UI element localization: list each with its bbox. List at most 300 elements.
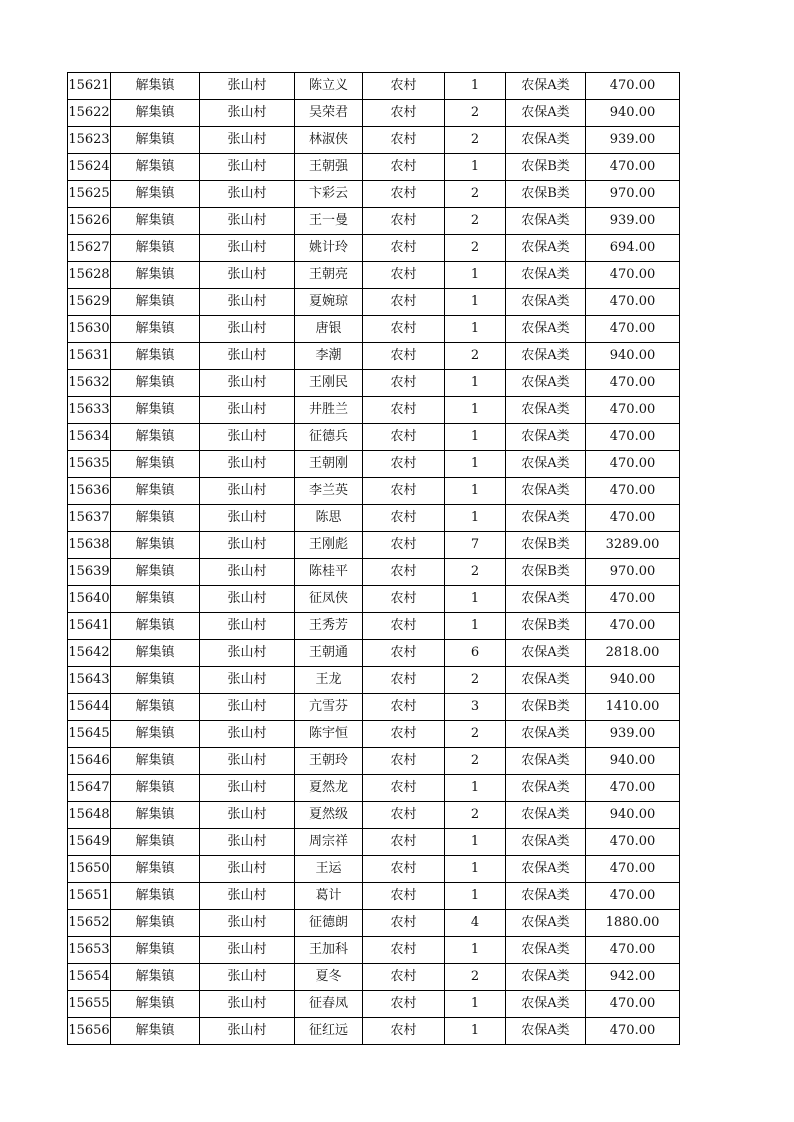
amount-cell: 470.00 xyxy=(586,370,680,397)
amount-cell: 470.00 xyxy=(586,856,680,883)
town-cell: 解集镇 xyxy=(111,856,200,883)
town-cell: 解集镇 xyxy=(111,775,200,802)
household-count-cell: 1 xyxy=(445,397,506,424)
table-row xyxy=(68,721,680,748)
amount-cell: 940.00 xyxy=(586,802,680,829)
household-count-cell: 2 xyxy=(445,208,506,235)
area-type-cell: 农村 xyxy=(363,883,445,910)
insurance-category-cell: 农保B类 xyxy=(506,613,586,640)
area-type-cell: 农村 xyxy=(363,451,445,478)
record-id: 15648 xyxy=(68,802,111,829)
table-row xyxy=(68,289,680,316)
village-cell: 张山村 xyxy=(200,613,295,640)
roster-body xyxy=(68,73,680,1045)
insurance-category-cell: 农保A类 xyxy=(506,640,586,667)
record-id: 15625 xyxy=(68,181,111,208)
village-cell: 张山村 xyxy=(200,721,295,748)
area-type-cell: 农村 xyxy=(363,613,445,640)
village-cell: 张山村 xyxy=(200,208,295,235)
person-name-cell: 井胜兰 xyxy=(295,397,363,424)
amount-cell: 470.00 xyxy=(586,883,680,910)
record-id: 15628 xyxy=(68,262,111,289)
village-cell: 张山村 xyxy=(200,397,295,424)
village-cell: 张山村 xyxy=(200,883,295,910)
area-type-cell: 农村 xyxy=(363,181,445,208)
amount-cell: 470.00 xyxy=(586,451,680,478)
village-cell: 张山村 xyxy=(200,748,295,775)
town-cell: 解集镇 xyxy=(111,802,200,829)
table-row xyxy=(68,937,680,964)
village-cell: 张山村 xyxy=(200,505,295,532)
person-name-cell: 夏冬 xyxy=(295,964,363,991)
area-type-cell: 农村 xyxy=(363,505,445,532)
insurance-category-cell: 农保B类 xyxy=(506,559,586,586)
area-type-cell: 农村 xyxy=(363,289,445,316)
person-name-cell: 王朝刚 xyxy=(295,451,363,478)
person-name-cell: 王秀芳 xyxy=(295,613,363,640)
person-name-cell: 王加科 xyxy=(295,937,363,964)
insurance-category-cell: 农保A类 xyxy=(506,964,586,991)
household-count-cell: 6 xyxy=(445,640,506,667)
amount-cell: 470.00 xyxy=(586,991,680,1018)
person-name-cell: 葛计 xyxy=(295,883,363,910)
area-type-cell: 农村 xyxy=(363,829,445,856)
amount-cell: 939.00 xyxy=(586,721,680,748)
record-id: 15652 xyxy=(68,910,111,937)
table-row xyxy=(68,154,680,181)
town-cell: 解集镇 xyxy=(111,559,200,586)
town-cell: 解集镇 xyxy=(111,127,200,154)
town-cell: 解集镇 xyxy=(111,262,200,289)
village-cell: 张山村 xyxy=(200,964,295,991)
insurance-category-cell: 农保A类 xyxy=(506,424,586,451)
table-row xyxy=(68,73,680,100)
person-name-cell: 王刚民 xyxy=(295,370,363,397)
table-row xyxy=(68,127,680,154)
amount-cell: 939.00 xyxy=(586,208,680,235)
table-row xyxy=(68,343,680,370)
area-type-cell: 农村 xyxy=(363,370,445,397)
household-count-cell: 1 xyxy=(445,505,506,532)
household-count-cell: 1 xyxy=(445,316,506,343)
insurance-category-cell: 农保A类 xyxy=(506,883,586,910)
record-id: 15632 xyxy=(68,370,111,397)
insurance-category-cell: 农保A类 xyxy=(506,262,586,289)
record-id: 15638 xyxy=(68,532,111,559)
record-id: 15624 xyxy=(68,154,111,181)
record-id: 15654 xyxy=(68,964,111,991)
area-type-cell: 农村 xyxy=(363,127,445,154)
table-row xyxy=(68,100,680,127)
town-cell: 解集镇 xyxy=(111,532,200,559)
household-count-cell: 1 xyxy=(445,478,506,505)
table-row xyxy=(68,532,680,559)
town-cell: 解集镇 xyxy=(111,478,200,505)
town-cell: 解集镇 xyxy=(111,883,200,910)
town-cell: 解集镇 xyxy=(111,964,200,991)
village-cell: 张山村 xyxy=(200,856,295,883)
person-name-cell: 征德朗 xyxy=(295,910,363,937)
household-count-cell: 2 xyxy=(445,748,506,775)
town-cell: 解集镇 xyxy=(111,748,200,775)
person-name-cell: 陈立义 xyxy=(295,73,363,100)
amount-cell: 470.00 xyxy=(586,613,680,640)
town-cell: 解集镇 xyxy=(111,667,200,694)
table-row xyxy=(68,640,680,667)
insurance-category-cell: 农保A类 xyxy=(506,991,586,1018)
table-row xyxy=(68,505,680,532)
amount-cell: 470.00 xyxy=(586,289,680,316)
table-row xyxy=(68,991,680,1018)
person-name-cell: 李潮 xyxy=(295,343,363,370)
amount-cell: 470.00 xyxy=(586,316,680,343)
table-row xyxy=(68,613,680,640)
town-cell: 解集镇 xyxy=(111,505,200,532)
area-type-cell: 农村 xyxy=(363,100,445,127)
amount-cell: 470.00 xyxy=(586,262,680,289)
area-type-cell: 农村 xyxy=(363,397,445,424)
household-count-cell: 7 xyxy=(445,532,506,559)
insurance-category-cell: 农保A类 xyxy=(506,505,586,532)
area-type-cell: 农村 xyxy=(363,316,445,343)
town-cell: 解集镇 xyxy=(111,694,200,721)
table-row xyxy=(68,370,680,397)
town-cell: 解集镇 xyxy=(111,451,200,478)
insurance-category-cell: 农保A类 xyxy=(506,856,586,883)
town-cell: 解集镇 xyxy=(111,613,200,640)
village-cell: 张山村 xyxy=(200,694,295,721)
town-cell: 解集镇 xyxy=(111,1018,200,1045)
insurance-category-cell: 农保A类 xyxy=(506,208,586,235)
household-count-cell: 1 xyxy=(445,73,506,100)
record-id: 15635 xyxy=(68,451,111,478)
person-name-cell: 陈桂平 xyxy=(295,559,363,586)
area-type-cell: 农村 xyxy=(363,586,445,613)
village-cell: 张山村 xyxy=(200,154,295,181)
area-type-cell: 农村 xyxy=(363,991,445,1018)
household-count-cell: 2 xyxy=(445,100,506,127)
village-cell: 张山村 xyxy=(200,343,295,370)
amount-cell: 970.00 xyxy=(586,181,680,208)
insurance-category-cell: 农保A类 xyxy=(506,748,586,775)
insurance-category-cell: 农保A类 xyxy=(506,316,586,343)
amount-cell: 470.00 xyxy=(586,586,680,613)
amount-cell: 3289.00 xyxy=(586,532,680,559)
amount-cell: 470.00 xyxy=(586,775,680,802)
roster-table xyxy=(67,72,680,1045)
area-type-cell: 农村 xyxy=(363,154,445,181)
record-id: 15640 xyxy=(68,586,111,613)
town-cell: 解集镇 xyxy=(111,721,200,748)
village-cell: 张山村 xyxy=(200,1018,295,1045)
area-type-cell: 农村 xyxy=(363,802,445,829)
record-id: 15645 xyxy=(68,721,111,748)
village-cell: 张山村 xyxy=(200,937,295,964)
village-cell: 张山村 xyxy=(200,316,295,343)
amount-cell: 470.00 xyxy=(586,397,680,424)
town-cell: 解集镇 xyxy=(111,991,200,1018)
area-type-cell: 农村 xyxy=(363,262,445,289)
village-cell: 张山村 xyxy=(200,181,295,208)
area-type-cell: 农村 xyxy=(363,748,445,775)
household-count-cell: 1 xyxy=(445,856,506,883)
table-row xyxy=(68,856,680,883)
household-count-cell: 2 xyxy=(445,181,506,208)
person-name-cell: 王一曼 xyxy=(295,208,363,235)
record-id: 15651 xyxy=(68,883,111,910)
town-cell: 解集镇 xyxy=(111,829,200,856)
insurance-category-cell: 农保A类 xyxy=(506,73,586,100)
record-id: 15643 xyxy=(68,667,111,694)
household-count-cell: 1 xyxy=(445,262,506,289)
record-id: 15634 xyxy=(68,424,111,451)
amount-cell: 940.00 xyxy=(586,100,680,127)
amount-cell: 694.00 xyxy=(586,235,680,262)
person-name-cell: 夏婉琼 xyxy=(295,289,363,316)
record-id: 15631 xyxy=(68,343,111,370)
area-type-cell: 农村 xyxy=(363,775,445,802)
table-row xyxy=(68,559,680,586)
table-row xyxy=(68,910,680,937)
person-name-cell: 亢雪芬 xyxy=(295,694,363,721)
amount-cell: 470.00 xyxy=(586,478,680,505)
village-cell: 张山村 xyxy=(200,451,295,478)
person-name-cell: 唐银 xyxy=(295,316,363,343)
table-row xyxy=(68,667,680,694)
village-cell: 张山村 xyxy=(200,586,295,613)
person-name-cell: 王朝强 xyxy=(295,154,363,181)
record-id: 15623 xyxy=(68,127,111,154)
insurance-category-cell: 农保A类 xyxy=(506,721,586,748)
amount-cell: 1410.00 xyxy=(586,694,680,721)
town-cell: 解集镇 xyxy=(111,640,200,667)
table-row xyxy=(68,748,680,775)
record-id: 15633 xyxy=(68,397,111,424)
amount-cell: 939.00 xyxy=(586,127,680,154)
town-cell: 解集镇 xyxy=(111,235,200,262)
record-id: 15636 xyxy=(68,478,111,505)
village-cell: 张山村 xyxy=(200,73,295,100)
insurance-category-cell: 农保A类 xyxy=(506,1018,586,1045)
village-cell: 张山村 xyxy=(200,775,295,802)
amount-cell: 2818.00 xyxy=(586,640,680,667)
household-count-cell: 1 xyxy=(445,937,506,964)
record-id: 15626 xyxy=(68,208,111,235)
household-count-cell: 1 xyxy=(445,613,506,640)
village-cell: 张山村 xyxy=(200,370,295,397)
village-cell: 张山村 xyxy=(200,532,295,559)
record-id: 15639 xyxy=(68,559,111,586)
household-count-cell: 2 xyxy=(445,343,506,370)
household-count-cell: 2 xyxy=(445,127,506,154)
record-id: 15629 xyxy=(68,289,111,316)
insurance-category-cell: 农保B类 xyxy=(506,154,586,181)
household-count-cell: 2 xyxy=(445,721,506,748)
amount-cell: 470.00 xyxy=(586,154,680,181)
village-cell: 张山村 xyxy=(200,640,295,667)
household-count-cell: 1 xyxy=(445,991,506,1018)
town-cell: 解集镇 xyxy=(111,289,200,316)
person-name-cell: 征红远 xyxy=(295,1018,363,1045)
table-row xyxy=(68,451,680,478)
area-type-cell: 农村 xyxy=(363,559,445,586)
village-cell: 张山村 xyxy=(200,127,295,154)
household-count-cell: 3 xyxy=(445,694,506,721)
person-name-cell: 夏然龙 xyxy=(295,775,363,802)
amount-cell: 942.00 xyxy=(586,964,680,991)
town-cell: 解集镇 xyxy=(111,316,200,343)
person-name-cell: 征德兵 xyxy=(295,424,363,451)
village-cell: 张山村 xyxy=(200,424,295,451)
area-type-cell: 农村 xyxy=(363,343,445,370)
person-name-cell: 卞彩云 xyxy=(295,181,363,208)
town-cell: 解集镇 xyxy=(111,370,200,397)
household-count-cell: 1 xyxy=(445,829,506,856)
area-type-cell: 农村 xyxy=(363,532,445,559)
town-cell: 解集镇 xyxy=(111,586,200,613)
record-id: 15647 xyxy=(68,775,111,802)
amount-cell: 940.00 xyxy=(586,667,680,694)
insurance-category-cell: 农保A类 xyxy=(506,937,586,964)
town-cell: 解集镇 xyxy=(111,424,200,451)
area-type-cell: 农村 xyxy=(363,667,445,694)
person-name-cell: 王朝亮 xyxy=(295,262,363,289)
record-id: 15630 xyxy=(68,316,111,343)
village-cell: 张山村 xyxy=(200,478,295,505)
record-id: 15653 xyxy=(68,937,111,964)
insurance-category-cell: 农保A类 xyxy=(506,802,586,829)
insurance-category-cell: 农保B类 xyxy=(506,532,586,559)
household-count-cell: 1 xyxy=(445,451,506,478)
area-type-cell: 农村 xyxy=(363,640,445,667)
town-cell: 解集镇 xyxy=(111,910,200,937)
town-cell: 解集镇 xyxy=(111,397,200,424)
area-type-cell: 农村 xyxy=(363,1018,445,1045)
village-cell: 张山村 xyxy=(200,910,295,937)
table-row xyxy=(68,262,680,289)
table-row xyxy=(68,883,680,910)
area-type-cell: 农村 xyxy=(363,235,445,262)
household-count-cell: 1 xyxy=(445,424,506,451)
table-row xyxy=(68,208,680,235)
insurance-category-cell: 农保A类 xyxy=(506,451,586,478)
insurance-category-cell: 农保B类 xyxy=(506,694,586,721)
insurance-category-cell: 农保A类 xyxy=(506,370,586,397)
household-count-cell: 1 xyxy=(445,883,506,910)
insurance-category-cell: 农保A类 xyxy=(506,667,586,694)
household-count-cell: 1 xyxy=(445,586,506,613)
town-cell: 解集镇 xyxy=(111,154,200,181)
person-name-cell: 王龙 xyxy=(295,667,363,694)
village-cell: 张山村 xyxy=(200,289,295,316)
person-name-cell: 王朝玲 xyxy=(295,748,363,775)
area-type-cell: 农村 xyxy=(363,937,445,964)
town-cell: 解集镇 xyxy=(111,208,200,235)
person-name-cell: 征春凤 xyxy=(295,991,363,1018)
insurance-category-cell: 农保A类 xyxy=(506,910,586,937)
record-id: 15622 xyxy=(68,100,111,127)
village-cell: 张山村 xyxy=(200,262,295,289)
amount-cell: 470.00 xyxy=(586,73,680,100)
record-id: 15644 xyxy=(68,694,111,721)
person-name-cell: 陈宇恒 xyxy=(295,721,363,748)
household-count-cell: 1 xyxy=(445,775,506,802)
person-name-cell: 王运 xyxy=(295,856,363,883)
record-id: 15655 xyxy=(68,991,111,1018)
village-cell: 张山村 xyxy=(200,235,295,262)
town-cell: 解集镇 xyxy=(111,73,200,100)
table-row xyxy=(68,775,680,802)
village-cell: 张山村 xyxy=(200,100,295,127)
table-row xyxy=(68,181,680,208)
person-name-cell: 吴荣君 xyxy=(295,100,363,127)
amount-cell: 470.00 xyxy=(586,829,680,856)
town-cell: 解集镇 xyxy=(111,343,200,370)
village-cell: 张山村 xyxy=(200,667,295,694)
person-name-cell: 夏然级 xyxy=(295,802,363,829)
table-row xyxy=(68,424,680,451)
amount-cell: 470.00 xyxy=(586,937,680,964)
household-count-cell: 1 xyxy=(445,370,506,397)
insurance-category-cell: 农保A类 xyxy=(506,478,586,505)
area-type-cell: 农村 xyxy=(363,964,445,991)
area-type-cell: 农村 xyxy=(363,910,445,937)
town-cell: 解集镇 xyxy=(111,937,200,964)
village-cell: 张山村 xyxy=(200,802,295,829)
table-row xyxy=(68,316,680,343)
town-cell: 解集镇 xyxy=(111,181,200,208)
amount-cell: 470.00 xyxy=(586,505,680,532)
table-row xyxy=(68,478,680,505)
person-name-cell: 姚计玲 xyxy=(295,235,363,262)
household-count-cell: 2 xyxy=(445,235,506,262)
insurance-category-cell: 农保A类 xyxy=(506,829,586,856)
insurance-category-cell: 农保A类 xyxy=(506,775,586,802)
record-id: 15637 xyxy=(68,505,111,532)
record-id: 15627 xyxy=(68,235,111,262)
village-cell: 张山村 xyxy=(200,991,295,1018)
person-name-cell: 王刚彪 xyxy=(295,532,363,559)
amount-cell: 470.00 xyxy=(586,424,680,451)
amount-cell: 940.00 xyxy=(586,748,680,775)
record-id: 15646 xyxy=(68,748,111,775)
area-type-cell: 农村 xyxy=(363,208,445,235)
person-name-cell: 周宗祥 xyxy=(295,829,363,856)
table-row xyxy=(68,802,680,829)
insurance-category-cell: 农保A类 xyxy=(506,127,586,154)
household-count-cell: 2 xyxy=(445,667,506,694)
household-count-cell: 2 xyxy=(445,964,506,991)
record-id: 15650 xyxy=(68,856,111,883)
table-row xyxy=(68,235,680,262)
record-id: 15642 xyxy=(68,640,111,667)
area-type-cell: 农村 xyxy=(363,424,445,451)
amount-cell: 940.00 xyxy=(586,343,680,370)
household-count-cell: 1 xyxy=(445,1018,506,1045)
person-name-cell: 陈思 xyxy=(295,505,363,532)
household-count-cell: 4 xyxy=(445,910,506,937)
amount-cell: 470.00 xyxy=(586,1018,680,1045)
record-id: 15641 xyxy=(68,613,111,640)
person-name-cell: 李兰英 xyxy=(295,478,363,505)
record-id: 15649 xyxy=(68,829,111,856)
amount-cell: 1880.00 xyxy=(586,910,680,937)
table-row xyxy=(68,1018,680,1045)
town-cell: 解集镇 xyxy=(111,100,200,127)
village-cell: 张山村 xyxy=(200,559,295,586)
insurance-category-cell: 农保A类 xyxy=(506,343,586,370)
insurance-category-cell: 农保A类 xyxy=(506,586,586,613)
